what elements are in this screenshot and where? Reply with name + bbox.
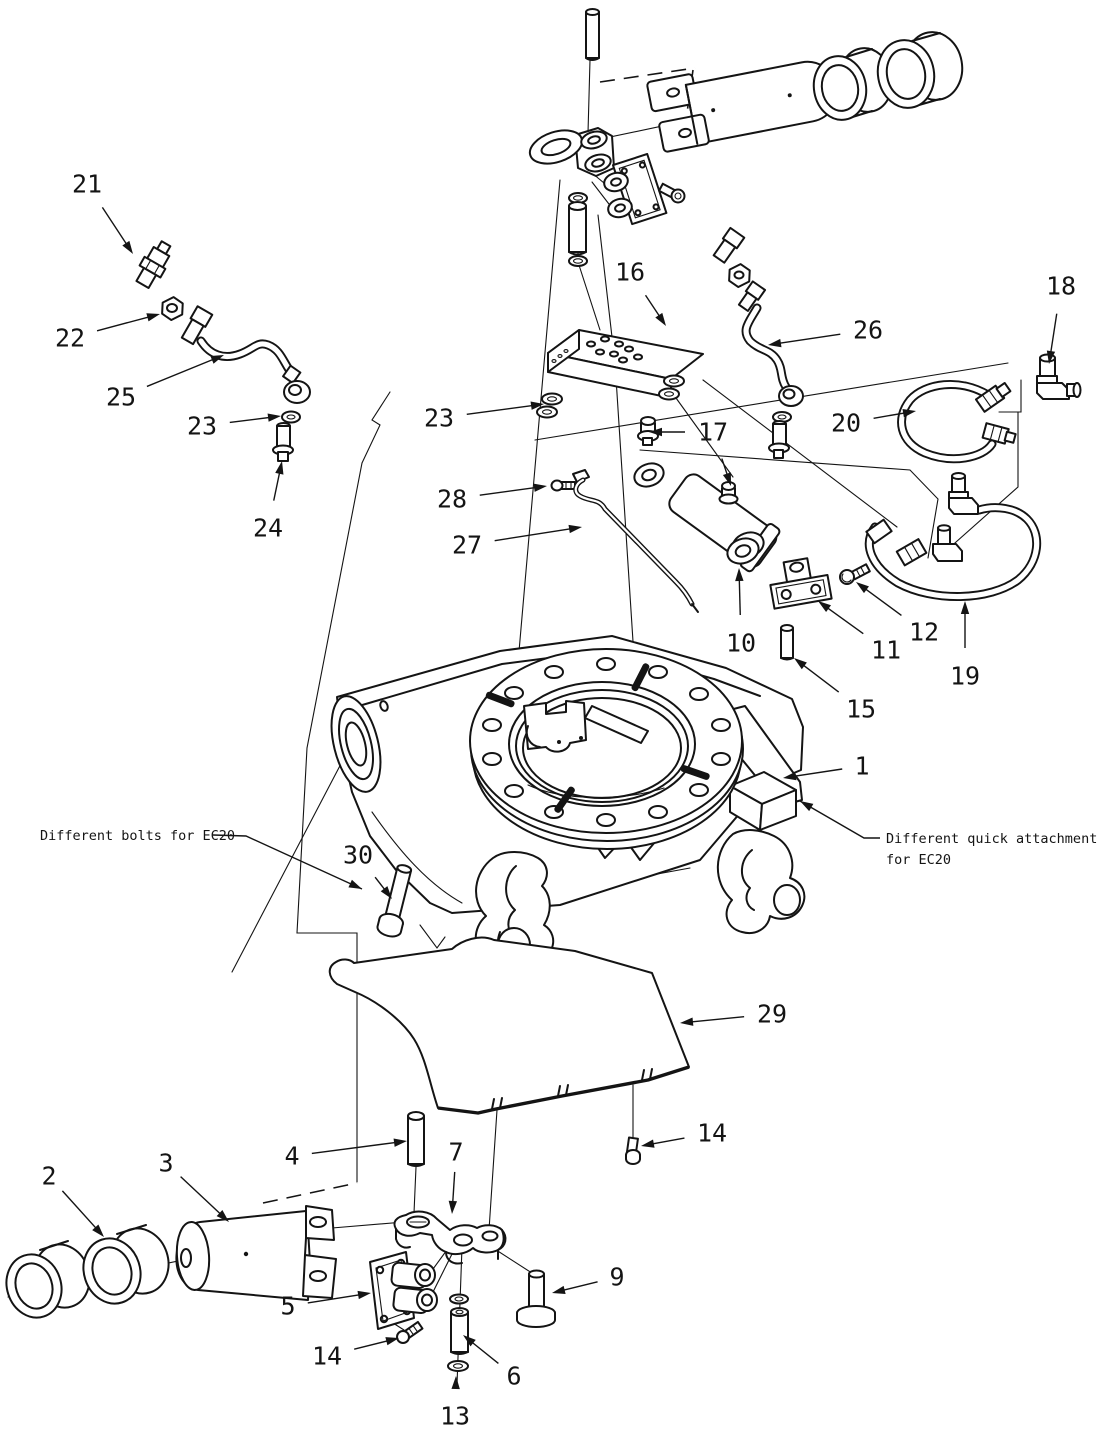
callout-label-28: 28: [436, 484, 468, 514]
part-elbow-18: [1037, 355, 1081, 400]
callout-label-21: 21: [71, 169, 103, 199]
callout-label-26: 26: [852, 315, 884, 345]
part-pin-15: [781, 625, 793, 660]
callout-label-18: 18: [1045, 271, 1077, 301]
callout-23: [424, 402, 544, 433]
part-pin-9: [517, 1271, 555, 1328]
part-rod-end-lug: [526, 124, 614, 176]
callout-label-13: 13: [439, 1401, 471, 1431]
callout-label-5: 5: [280, 1291, 296, 1321]
part-screw-12: [840, 564, 870, 584]
part-bolt-30: [376, 863, 417, 939]
part-bracket-5: [370, 1252, 437, 1329]
part-fitting-21: [132, 238, 176, 291]
callout-11: [818, 601, 901, 665]
part-bolt-under-26: [769, 421, 789, 458]
callout-13: [440, 1376, 470, 1431]
callout-14: [641, 1119, 727, 1148]
callout-19: [950, 601, 980, 691]
callout-7: [448, 1138, 463, 1215]
callout-label-22: 22: [54, 323, 86, 353]
callout-label-20: 20: [830, 408, 862, 438]
callout-label-4: 4: [284, 1141, 300, 1171]
callout-18: [1046, 272, 1076, 365]
part-pin-with-orings: [569, 193, 587, 266]
callout-29: [680, 1000, 787, 1029]
callout-label-2: 2: [41, 1161, 57, 1191]
part-bracket-11: [767, 555, 832, 608]
note-left-text: Different bolts for EC20: [40, 828, 236, 844]
part-bolt-24: [273, 423, 293, 461]
part-screw-14-bottom: [397, 1322, 422, 1343]
callout-23: [187, 412, 281, 441]
part-link-arm-7: [394, 1212, 505, 1264]
callout-label-29: 29: [756, 999, 788, 1029]
callout-label-27: 27: [451, 530, 483, 560]
callout-26: [768, 316, 883, 348]
callout-label-15: 15: [845, 694, 877, 724]
part-elbow-19-top: [949, 473, 978, 514]
part-pin-4: [408, 1112, 424, 1166]
callout-21: [72, 170, 133, 255]
callout-25: [106, 355, 224, 412]
callout-label-3: 3: [158, 1148, 174, 1178]
part-roller-6: [451, 1308, 468, 1354]
callout-label-14: 14: [311, 1341, 343, 1371]
part-hose-19: [866, 473, 1036, 597]
callout-label-1: 1: [854, 751, 870, 781]
callout-label-24: 24: [252, 513, 284, 543]
callout-10: [726, 568, 756, 658]
part-pin-top: [586, 9, 599, 60]
callout-label-25: 25: [105, 382, 137, 412]
callout-24: [253, 461, 284, 543]
callout-label-23: 23: [186, 411, 218, 441]
part-slewing-ring: [470, 649, 743, 849]
part-bushings-2: [0, 1221, 177, 1325]
note-right: [800, 801, 1097, 868]
callout-6: [463, 1335, 522, 1391]
part-oring-23-left: [282, 412, 300, 423]
callout-28: [437, 484, 547, 514]
part-hose-20: [902, 381, 1017, 459]
note-right-text: Different quick attachment for EC20: [886, 831, 1098, 868]
callout-15: [794, 658, 876, 724]
callout-3: [158, 1149, 229, 1223]
part-nut-22: [160, 296, 184, 322]
callout-label-16: 16: [614, 257, 646, 287]
callout-14: [312, 1337, 399, 1370]
part-fitting-17-cylinder: [720, 482, 738, 504]
callout-label-10: 10: [725, 628, 757, 658]
part-cover-plate-29: [330, 938, 689, 1113]
callout-4: [284, 1139, 407, 1171]
note-left: [40, 828, 362, 889]
part-cylinder-3: [175, 1206, 336, 1300]
callout-label-11: 11: [870, 635, 902, 665]
callout-9: [552, 1263, 625, 1294]
callout-label-9: 9: [609, 1262, 625, 1292]
callout-16: [615, 258, 666, 327]
callout-label-17: 17: [697, 417, 729, 447]
callout-label-19: 19: [949, 661, 981, 691]
part-screw-28: [552, 481, 576, 491]
part-washer-13-top: [450, 1295, 468, 1304]
callout-label-12: 12: [908, 617, 940, 647]
part-hose-25: [180, 306, 310, 403]
part-screw-14-right: [626, 1138, 640, 1164]
callout-label-6: 6: [506, 1361, 522, 1391]
part-washer-13-bottom: [448, 1361, 468, 1371]
callout-label-30: 30: [342, 840, 374, 870]
callout-label-7: 7: [448, 1137, 464, 1167]
callout-27: [452, 525, 582, 560]
callout-22: [55, 313, 160, 352]
callout-label-23: 23: [423, 403, 455, 433]
callout-label-14: 14: [696, 1118, 728, 1148]
part-valve-block-16: [548, 330, 703, 398]
part-elbow-19-bottom: [933, 525, 962, 561]
part-fitting-chain-26: [712, 228, 803, 406]
part-cylinder-head: [647, 47, 843, 153]
callout-2: [41, 1162, 104, 1238]
